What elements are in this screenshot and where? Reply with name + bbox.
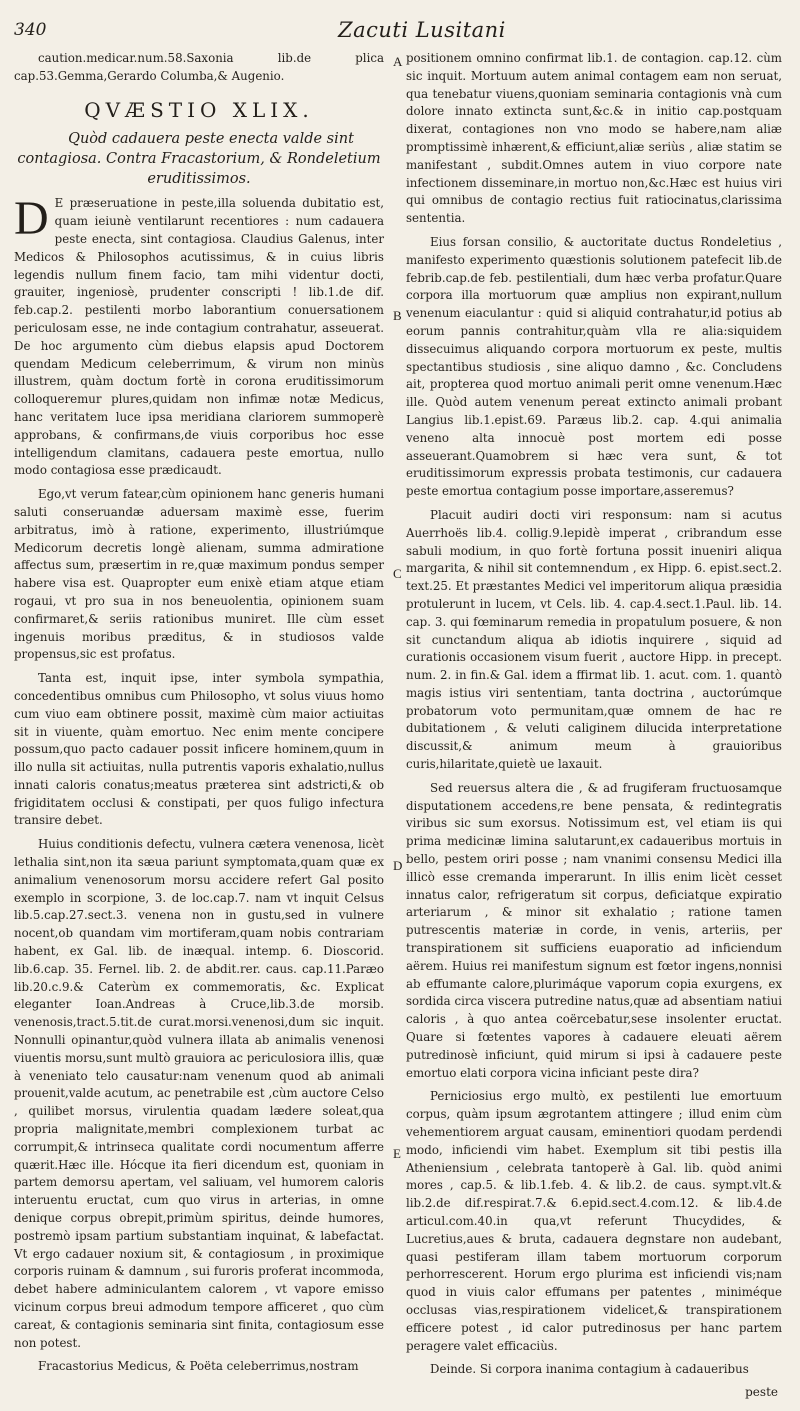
paragraph-first <box>14 192 384 480</box>
right-column <box>406 50 782 1385</box>
paragraph: Eius forsan consilio, & auctoritate ductus Rondeletius , manifesto experimento quæstionis solutionem patefecit lib.de febrib.cap.de feb. pestilentiali, dum hæc verba profatur.Quare corpora illa mortuorum quæ amplius non expirant,nullum venenum eiaculantur : quid si aliquid contrahatur,id potius ab eorum pannis contrahitur,quàm vlla re alia:siquidem dissecuimus aliquando corpora mortuorum ex peste, multis spectantibus studiosis , sine aliquo damno , &c. Concludens ait, propterea quod mortuo animali perit omne venenum.Hæc ille. Quòd autem venenum pereat extincto animali probant Langius lib.1.epist.69. Paræus lib.2. cap. 4.qui animalia veneno alta innocuè post mortem edi posse asseuerant.Quamobrem si hæc vera sunt, & tot eruditissimorum expressis probata testimonis, cur cadauera peste emortua contagium posse importare,asseremus? <box>406 234 782 499</box>
paragraph: Deinde. Si corpora inanima contagium à cadaueribus <box>430 1362 749 1377</box>
catchword: peste <box>745 1385 778 1399</box>
page-header <box>14 20 782 50</box>
intro-text: caution.medicar.num.58.Saxonia lib.de plica cap.53.Gemma,Gerardo Columba,& Augenio. <box>14 51 384 83</box>
left-column <box>14 50 384 1382</box>
paragraph: Huius conditionis defectu, vulnera cætera venenosa, licèt lethalia sint,non ita sæua pariunt symptomata,quam quæ ex animalium venenosorum morsu accidere refert Gal posito exemplo in scorpione, 3. de loc.cap.7. nam vt inquit Celsus lib.5.cap.27.sect.3. venena non in gustu,sed in vulnere nocent,ob quandam vim mortiferam,quam nobis contrariam habent, ex Gal. lib. de inæqual. intemp. 6. Dioscorid. lib.6.cap. 35. Fernel. lib. 2. de abdit.rer. caus. cap.11.Paræo lib.20.c.9.& Caterùm ex commemoratis, &c. Explicat eleganter Ioan.Andreas à Cruce,lib.3.de morsib. venenosis,tract.5.tit.de curat.morsi.venenosi,dum sic inquit. Nonnulli opinantur,quòd vulnera illata ab animalis venenosi viuentis morsu,sunt multò grauiora ac periculosiora illis, quæ à veneniato telo causatur:nam venenum quod ab animali prouenit,valde acutum, ac penetrabile est ,cùm auctore Celso , quilibet morsus, virulentia quadam lædere soleat,qua propria malignitate,membri complexionem turbat ac corrumpit,& intrinseca qualitate cordi nocumentum afferre quærit.Hæc ille. Hócque ita fieri dicendum est, quoniam in partem demorsu apertam, vel saliuam, vel humorem caloris interuentu eructat, cum quo virus in arterias, in omne denique corpus obrepit,primùm spiritus, deinde humores, postremò ipsam partium substantiam inquinat, & labefactat. Vt ergo cadauer noxium sit, & contagiosum , in proximique corporis ruinam & damnum , sui furoris proferat incommoda, debet habere adminiculantem calorem , vt vapore emisso vicinum corpus breui admodum tempore afficeret , quo cùm careat, & contagionis seminaria sint finita, contagiosum esse non potest. <box>14 837 384 1350</box>
margin-letter-a: A <box>393 54 403 69</box>
question-subtitle: Quòd cadauera peste enecta valde sint contagiosa. Contra Fracastorium, & Rondeletium eruditissimos. <box>17 131 381 188</box>
paragraph: Tanta est, inquit ipse, inter symbola sympathia, concedentibus omnibus cum Philosopho, vt solus viuus homo cum viuo eam obtinere possit, maximè cùm maior actiuitas sit in viuente, quàm emortuo. Nec enim mente concipere possum,quo pacto cadauer possit inficere hominem,quum in illo nulla sit actiuitas, nulla putrentis vaporis exhalatio,nullus innati caloris conatus;meatus præterea sint adstricti,& ob frigiditatem occlusi & constipati, per quos fuligo infectura transire debet. <box>14 671 384 828</box>
drop-cap: D <box>14 192 49 246</box>
page-number: 340 <box>14 20 47 40</box>
paragraph: Ego,vt verum fatear,cùm opinionem hanc generis humani saluti conseruandæ aduersam maximè esse, fuerim arbitratus, imò à ratione, experimento, illustriúmque Medicorum decretis longè alienam, summa admiratione affectus sum, præsertim in re,quæ maximum pondus semper habere visa est. Quapropter eum enixè etiam atque etiam rogaui, vt pro sua in nos beneuolentia, opinionem suam confirmaret,& seriis rationibus muniret. Ille cùm esset ingenuis moribus præditus, & in studiosos valde propensus,sic est profatus. <box>14 487 384 662</box>
question-heading: QVÆSTIO XLIX. <box>84 97 314 122</box>
paragraph: Sed reuersus altera die , & ad frugiferam fructuosamque disputationem accedens,re bene pensata, & redintegratis viribus sic sum exorsus. Notissimum est, vel etiam iis qui prima medicinæ limina salutarunt,ex cadaueribus mortuis in bello, pestem oriri posse ; nam vnanimi consensu Medici illa illicò esse cremanda imperarunt. In illis enim licèt cesset innatus calor, refrigeratum sit corpus, deficiatque expiratio arteriarum , & minor sit exhalatio ; ratione tamen putrescentis materiæ in corde, in venis, arteriis, per transpirationem sit sufficiens euaporatio ad inficiendum aërem. Huius rei manifestum signum est fœtor ingens,nonnisi ab effumante calore,plurimáque vaporum copia exurgens, ex sordida circa viscera putredine natus,quæ ad absentiam natiui caloris , à quo antea coërcebatur,sese insolenter eructat. Quare si fœtentes vapores à cadauere eleuati aërem putredinosè inficiunt, quid mirum si ipsi à cadauere peste emortuo elati corpora vicina inficiant peste dira? <box>406 780 782 1080</box>
paragraph: Placuit audiri docti viri responsum: nam si acutus Auerrhoës lib.4. collig.9.lepidè imperat , cribrandum esse sabuli modium, in quo fortè fortuna possit inueniri aliqua margarita, & nihil sit contemnendum , ex Hipp. 6. epist.sect.2. text.25. Et præstantes Medici vel imperitorum aliqua præsidia protulerunt in lucem, vt Cels. lib. 4. cap.4.sect.1.Paul. lib. 14. cap. 3. qui fœminarum remedia in propatulum posuere, & non sit cunctandum aliqua ab idiotis inquirere , siquid ad curationis occasionem visum fuerit , auctore Hipp. in precept. num. 2. in fin.& Gal. idem a ffirmat lib. 1. acut. com. 1. quantò magis istius viri sententiam, tanta doctrina , auctorúmque probatorum voto permunitam,quæ omnem de hac re dubitationem , & veluti caliginem dilucida interpretatione discussit,& animum meum à grauioribus curis,hilaritate,quietè ue laxauit. <box>406 507 782 772</box>
margin-letter-b: B <box>393 308 402 323</box>
margin-letter-c: C <box>393 566 402 581</box>
paragraph: positionem omnino confirmat lib.1. de contagion. cap.12. cùm sic inquit. Mortuum autem animal contagem eam non seruat, qua tenebatur viuens,quoniam seminaria contagionis vnà cum dolore innato extincta sunt,&c.& in initio cap.postquam dixerat, contagiones non vno modo se habere,nam aliæ promptissimè inhærent,& efficiunt,aliæ seriùs , aliæ statim se manifestant , subdit.Omnes autem in viuo corpore nate infectionem disseminare,in mortuo non,&c.Hæc est huius viri qui omnibus de contagio rectius fuit ratiocinatus,clarissima sententia. <box>406 51 782 226</box>
paragraph: Fracastorius Medicus, & Poëta celeberrimus,nostram <box>38 1359 359 1374</box>
paragraph: Perniciosius ergo multò, ex pestilenti lue emortuum corpus, quàm ipsum ægrotantem attingere ; illud enim cùm vehementiorem arguat causam, eminentiori quodam perdendi modo, inficiendi vim habet. Exemplum sit tibi pestis illa Atheniensium , celebrata tantoperè à Gal. lib. quòd animi mores , cap.5. & lib.1.feb. 4. & lib.2. de caus. sympt.vlt.& lib.2.de dif.respirat.7.& 6.epid.sect.4.com.12. & lib.4.de articul.com.40.in qua,vt referunt Thucydides, & Lucretius,aues & bruta, cadauera degnstare non audebant, quasi pestiferam illam tabem mortuorum corporum perhorrescerent. Horum ergo plurima est inficiendi vis;nam quod in viuis calor effumans per patentes , miniméque occlusas vias,respirationem videlicet,& transpirationem efficere potest , id calor putredinosus per hanc partem peragere valet efficaciùs. <box>406 1089 782 1353</box>
paragraph-text: E præseruatione in peste,illa soluenda dubitatio est, quam ieiunè ventilarunt recentiores : num cadauera peste enecta, sint contagiosa. Claudius Galenus, inter Medicos & Philosophos acutissimus, & in cuius libris legendis nullum finem facio, tam mihi videntur docti, grauiter, ingeniosè, prudenter conscripti ! lib.1.de dif. feb.cap.2. pestilenti morbo laborantium conuersationem periculosam esse, ne inde contagium contrahatur, asseuerat. De hoc argumento cùm diebus elapsis apud Doctorem quendam Medicum celeberrimum, & virum non minùs illustrem, quàm doctum fortè in corona eruditissimorum colloqueremur plures,quidam non infimæ notæ Medicus, hanc veritatem luce ipsa meridiana clariorem summoperè approbans, & confirmans,de viuis corporibus hoc esse intelligendum clamitans, cadauera peste emortua, nullo modo contagiosa esse prædicaudt. <box>14 196 384 478</box>
running-head: Zacuti Lusitani <box>338 18 506 42</box>
margin-letter-d: D <box>393 858 403 873</box>
margin-letter-e: E <box>393 1146 401 1161</box>
